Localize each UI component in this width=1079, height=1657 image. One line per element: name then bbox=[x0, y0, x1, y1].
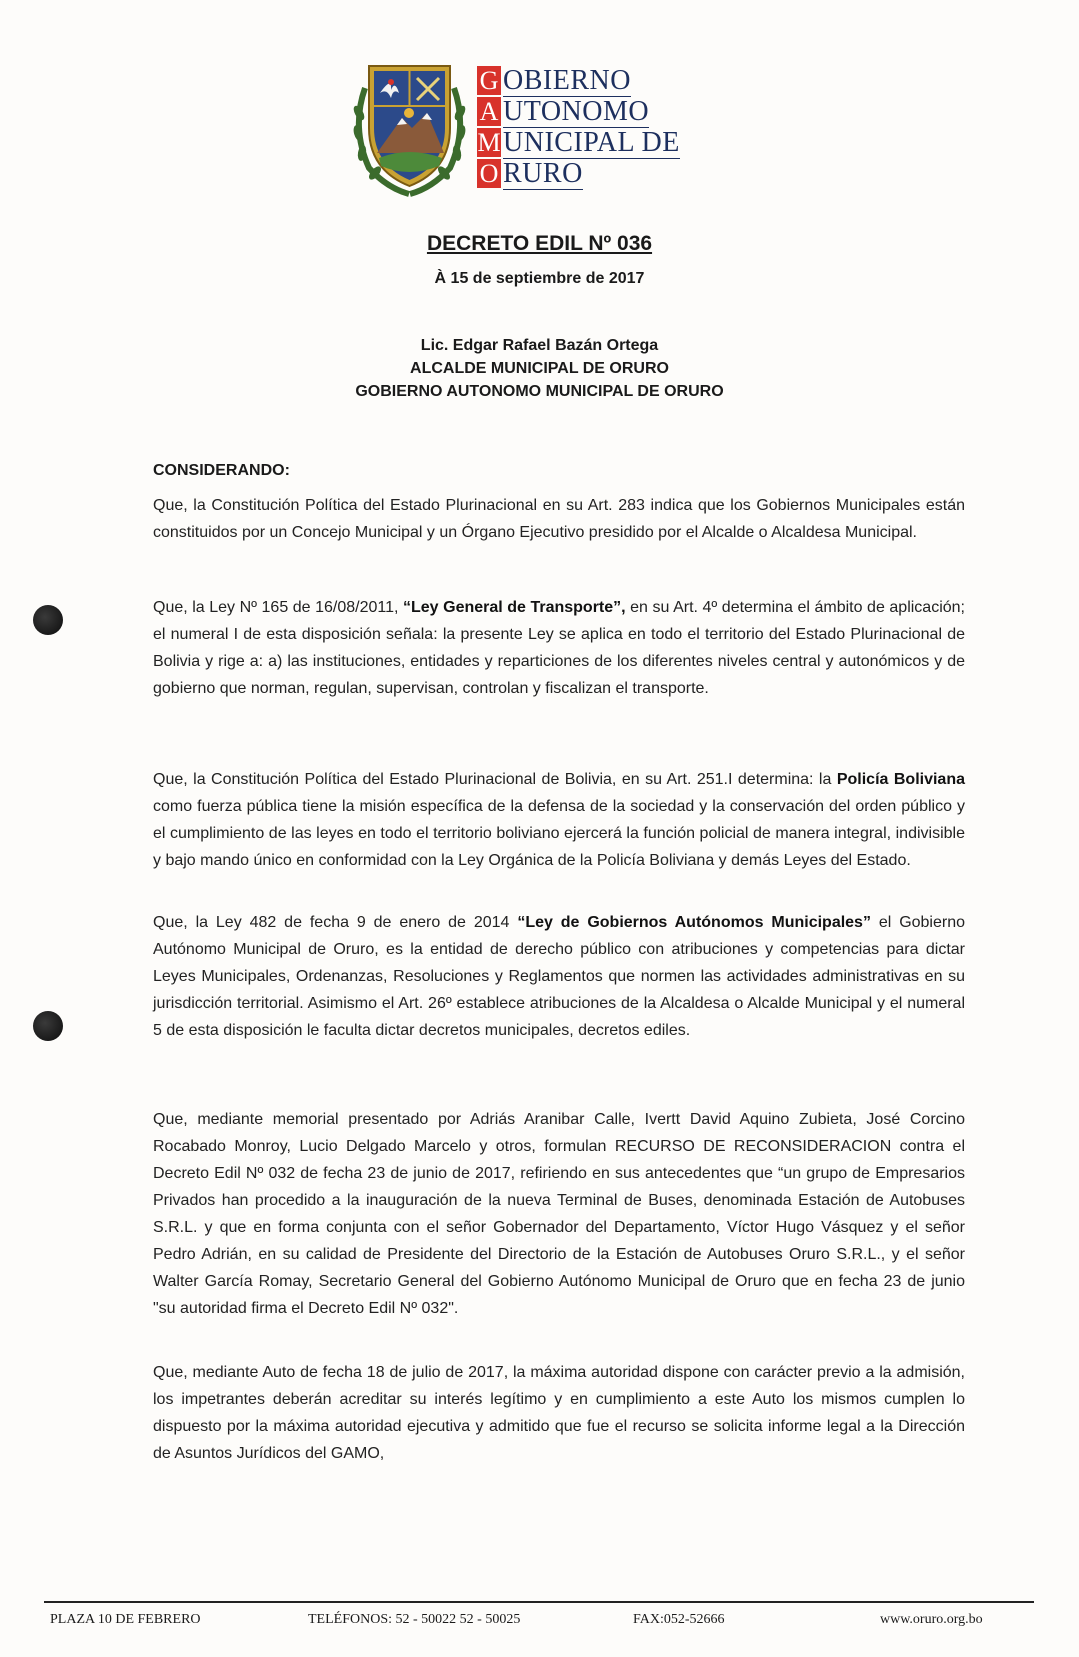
gamo-logo bbox=[347, 58, 747, 198]
gamo-letter-m: M bbox=[477, 128, 501, 157]
authority-organization: GOBIERNO AUTONOMO MUNICIPAL DE ORURO bbox=[355, 383, 724, 400]
punch-hole-top bbox=[33, 605, 63, 635]
gamo-letter-a: A bbox=[477, 97, 501, 126]
authority-role: ALCALDE MUNICIPAL DE ORURO bbox=[410, 360, 669, 377]
footer-phones: TELÉFONOS: 52 - 50022 52 - 50025 bbox=[308, 1612, 521, 1627]
paragraph-3: Que, la Constitución Política del Estado Plurinacional de Bolivia, en su Art. 251.I determina: la Policía Boliviana como fuerza pública tiene la misión específica de la defensa de la sociedad y la conservación del orden público y el cumplimiento de las leyes en todo el territorio boliviano ejercerá la función policial de manera integral, indivisible y bajo mando único en conformidad con la Ley Orgánica de la Policía Boliviana y demás Leyes del Estado. bbox=[153, 771, 966, 869]
gamo-acronym bbox=[477, 66, 501, 190]
punch-hole-bottom bbox=[33, 1011, 63, 1041]
footer-website[interactable]: www.oruro.org.bo bbox=[880, 1612, 983, 1627]
paragraph-6: Que, mediante Auto de fecha 18 de julio de 2017, la máxima autoridad dispone con carácter previo a la admisión, los impetrantes deberán acreditar su interés legítimo y en cumplimiento a este Auto los mismos cumplen lo dispuesto por la máxima autoridad ejecutiva y admitido que fue el recurso se solicita informe legal a la Dirección de Asuntos Jurídicos del GAMO, bbox=[153, 1364, 965, 1462]
gamo-word-3: UNICIPAL DE bbox=[503, 127, 680, 158]
authority-name: Lic. Edgar Rafael Bazán Ortega bbox=[420, 337, 659, 354]
paragraph-5: Que, mediante memorial presentado por Adriás Aranibar Calle, Ivertt David Aquino Zubieta, José Corcino Rocabado Monroy, Lucio Delgado Marcelo y otros, formulan RECURSO DE RECONSIDERACION contra el Decreto Edil Nº 032 de fecha 23 de junio de 2017, refiriendo en sus antecedentes que “un grupo de Empresarios Privados han procedido a la inauguración de la nueva Terminal de Buses, denominada Estación de Autobuses S.R.L. y que en forma conjunta con el señor Gobernador del Departamento, Víctor Hugo Vásquez y el señor Pedro Adrián, en su calidad de Presidente del Directorio de la Estación de Autobuses Oruro S.R.L., y el señor Walter García Romay, Secretario General del Gobierno Autónomo Municipal de Oruro que en fecha 23 de junio "su autoridad firma el Decreto Edil Nº 032". bbox=[153, 1111, 965, 1317]
footer-fax: FAX:052-52666 bbox=[633, 1612, 725, 1627]
gamo-word-4: RURO bbox=[503, 158, 583, 189]
paragraph-4: Que, la Ley 482 de fecha 9 de enero de 2014 “Ley de Gobiernos Autónomos Municipales” el Gobierno Autónomo Municipal de Oruro, es la entidad de derecho público con atribuciones y competencias para dictar Leyes Municipales, Ordenanzas, Resoluciones y Reglamentos que normen las actividades administrativas en su jurisdicción territorial. Asimismo el Art. 26º establece atribuciones de la Alcaldesa o Alcalde Municipal y el numeral 5 de esta disposición le faculta dictar decretos municipales, decretos ediles. bbox=[153, 914, 966, 1039]
gamo-name bbox=[503, 66, 763, 190]
paragraph-1: Que, la Constitución Política del Estado Plurinacional en su Art. 283 indica que los Gobiernos Municipales están constituidos por un Concejo Municipal y un Órgano Ejecutivo presidido por el Alcalde o Alcaldesa Municipal. bbox=[153, 497, 965, 541]
coat-of-arms-icon bbox=[347, 58, 472, 198]
gamo-letter-g: G bbox=[477, 66, 501, 95]
decree-date: À 15 de septiembre de 2017 bbox=[434, 270, 645, 287]
footer-address: PLAZA 10 DE FEBRERO bbox=[50, 1612, 201, 1627]
gamo-word-2: UTONOMO bbox=[503, 96, 650, 127]
footer-divider bbox=[44, 1601, 1034, 1603]
decree-title: DECRETO EDIL Nº 036 bbox=[426, 232, 653, 255]
section-heading: CONSIDERANDO: bbox=[153, 462, 290, 479]
gamo-letter-o: O bbox=[477, 159, 501, 188]
paragraph-2: Que, la Ley Nº 165 de 16/08/2011, “Ley General de Transporte”, en su Art. 4º determina el ámbito de aplicación; el numeral I de esta disposición señala: la presente Ley se aplica en todo el territorio del Estado Plurinacional de Bolivia y rige a: a) las instituciones, entidades y reparticiones de los diferentes niveles central y autonómicos y de gobierno que norman, regulan, supervisan, controlan y fiscalizan el transporte. bbox=[153, 599, 966, 697]
gamo-word-1: OBIERNO bbox=[503, 65, 631, 96]
